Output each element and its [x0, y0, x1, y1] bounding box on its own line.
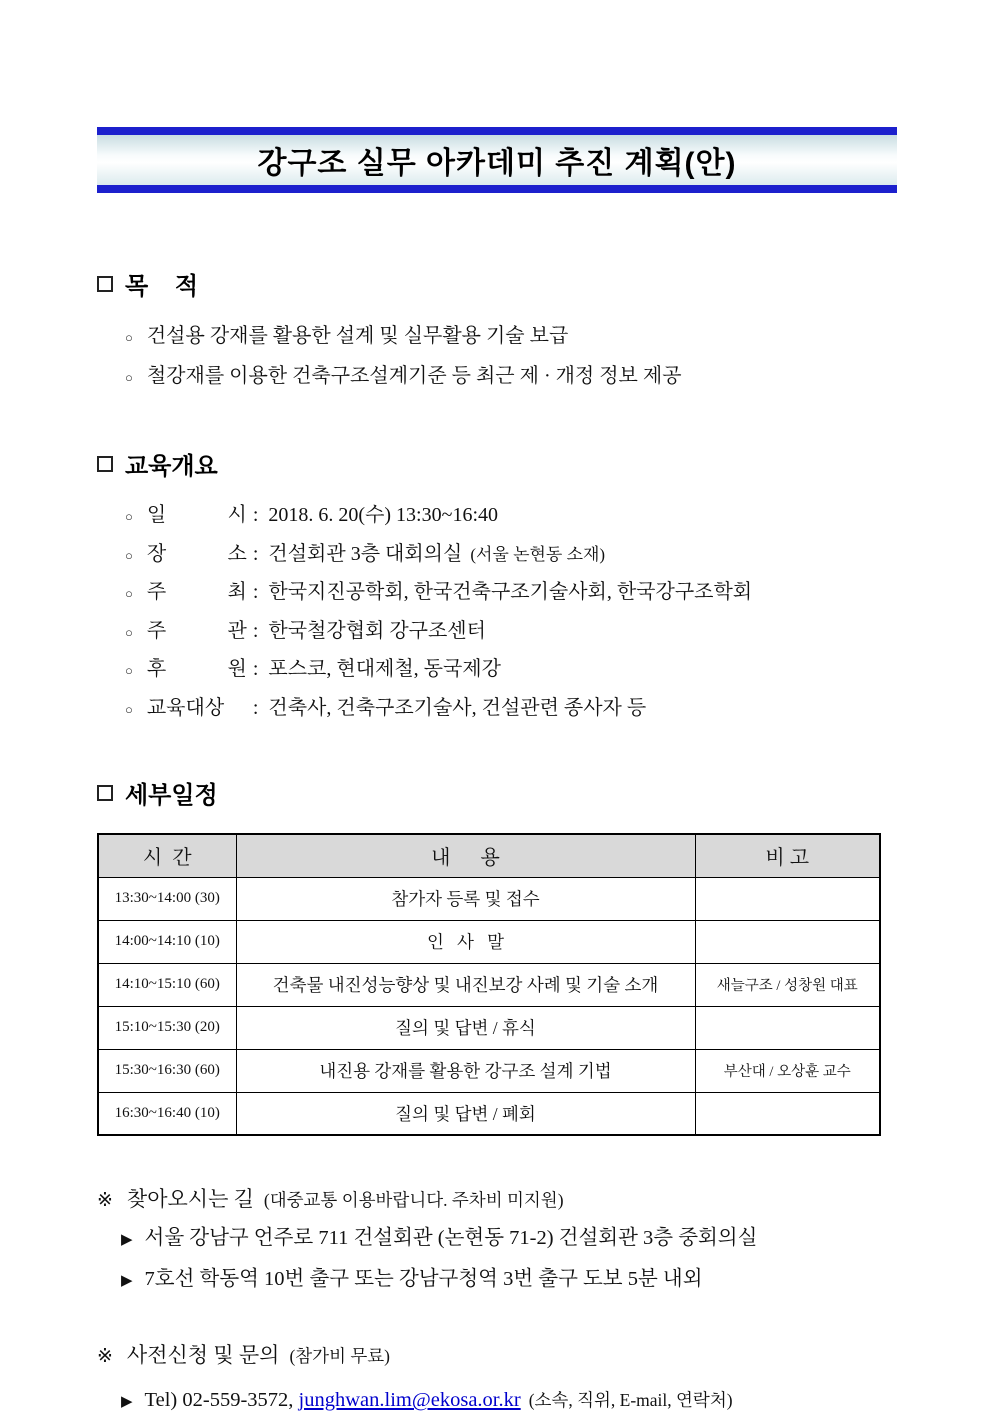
- overview-item-label: 주 관: [146, 619, 247, 642]
- column-header-note: 비 고: [695, 834, 880, 877]
- schedule-content: 질의 및 답변 / 휴식: [236, 1006, 695, 1049]
- schedule-note: [695, 1092, 880, 1135]
- contact-line: [121, 1381, 897, 1422]
- section-heading-overview: [97, 446, 897, 481]
- list-item: [125, 574, 897, 613]
- label-separator: :: [252, 581, 259, 603]
- document-page: [97, 0, 897, 1422]
- directions-item-text: 서울 강남구 언주로 711 건설회관 (논현동 71-2) 건설회관 3층 중회의실: [144, 1227, 758, 1249]
- schedule-note: 새늘구조 / 성창원 대표: [695, 963, 880, 1006]
- directions-item-list: [121, 1219, 897, 1301]
- schedule-content: 질의 및 답변 / 폐회: [236, 1092, 695, 1135]
- overview-item-value: 건축사, 건축구조기술사, 건설관련 종사자 등: [268, 696, 647, 719]
- reference-mark-icon: ※: [97, 1346, 113, 1367]
- overview-item-list: [125, 497, 897, 728]
- list-item: [125, 651, 897, 690]
- registration-heading-label: 사전신청 및 문의: [126, 1343, 280, 1367]
- schedule-time: 15:10~15:30 (20): [98, 1006, 236, 1049]
- purpose-bullet-text: 건설용 강재를 활용한 설계 및 실무활용 기술 보급: [146, 325, 569, 347]
- directions-heading: [97, 1183, 897, 1213]
- table-row: [98, 963, 880, 1006]
- document-title: 강구조 실무 아카데미 추진 계획(안): [257, 147, 737, 180]
- schedule-content: 내진용 강재를 활용한 강구조 설계 기법: [236, 1049, 695, 1092]
- arrow-bullet-icon: ▶: [121, 1232, 133, 1248]
- list-item: [121, 1219, 897, 1260]
- schedule-time: 16:30~16:40 (10): [98, 1092, 236, 1135]
- purpose-heading-label: 목 적: [125, 273, 199, 300]
- label-separator: :: [252, 504, 259, 526]
- schedule-table: [97, 833, 881, 1136]
- table-row: [98, 1006, 880, 1049]
- label-separator: :: [252, 542, 259, 565]
- schedule-content: 인 사 말: [236, 920, 695, 963]
- contact-tel: Tel) 02-559-3572,: [144, 1389, 294, 1411]
- schedule-time: 15:30~16:30 (60): [98, 1049, 236, 1092]
- list-item: [125, 357, 897, 397]
- overview-heading-label: 교육개요: [125, 453, 218, 480]
- overview-item-label: 주 최: [146, 581, 247, 603]
- schedule-time: 14:10~15:10 (60): [98, 963, 236, 1006]
- table-row: [98, 877, 880, 920]
- overview-item-label: 장 소: [146, 542, 247, 565]
- circle-bullet-icon: ○: [125, 624, 133, 640]
- registration-heading: [97, 1339, 897, 1369]
- circle-bullet-icon: ○: [125, 586, 133, 601]
- purpose-bullet-text: 철강재를 이용한 건축구조설계기준 등 최근 제 · 개정 정보 제공: [146, 365, 682, 387]
- circle-bullet-icon: ○: [125, 509, 133, 524]
- table-header-row: [98, 834, 880, 877]
- list-item: [125, 613, 897, 652]
- schedule-note: [695, 877, 880, 920]
- schedule-note: [695, 1006, 880, 1049]
- column-header-time: 시 간: [98, 834, 236, 877]
- overview-item-value: 포스코, 현대제철, 동국제강: [268, 658, 501, 680]
- schedule-time: 13:30~14:00 (30): [98, 877, 236, 920]
- list-item: [125, 497, 897, 536]
- schedule-time: 14:00~14:10 (10): [98, 920, 236, 963]
- contact-suffix: (소속, 직위, E-mail, 연락처): [528, 1390, 733, 1410]
- directions-section: [97, 1183, 897, 1301]
- title-banner: [97, 127, 897, 193]
- overview-item-value: 한국철강협회 강구조센터: [268, 619, 486, 642]
- table-row: [98, 1092, 880, 1135]
- list-item: [121, 1260, 897, 1301]
- circle-bullet-icon: ○: [125, 330, 133, 345]
- schedule-heading-label: 세부일정: [125, 782, 218, 809]
- section-heading-schedule: [97, 775, 897, 810]
- circle-bullet-icon: ○: [125, 370, 133, 385]
- list-item: [125, 317, 897, 357]
- overview-item-value: 2018. 6. 20(수) 13:30~16:40: [268, 504, 498, 526]
- directions-heading-label: 찾아오시는 길: [126, 1187, 254, 1211]
- circle-bullet-icon: ○: [125, 663, 133, 678]
- contact-line-wrap: [121, 1381, 897, 1422]
- schedule-note: 부산대 / 오상훈 교수: [695, 1049, 880, 1092]
- label-separator: :: [252, 619, 259, 642]
- schedule-content: 참가자 등록 및 접수: [236, 877, 695, 920]
- overview-item-label: 후 원: [146, 658, 247, 680]
- section-box-icon: [97, 785, 113, 801]
- overview-item-note: (서울 논현동 소재): [470, 544, 606, 564]
- section-heading-purpose: [97, 266, 897, 301]
- contact-email-link[interactable]: junghwan.lim@ekosa.or.kr: [298, 1389, 521, 1411]
- registration-heading-note: (참가비 무료): [289, 1346, 390, 1366]
- registration-section: [97, 1339, 897, 1422]
- directions-item-text: 7호선 학동역 10번 출구 또는 강남구청역 3번 출구 도보 5분 내외: [144, 1268, 703, 1290]
- circle-bullet-icon: ○: [125, 701, 133, 717]
- section-box-icon: [97, 276, 113, 292]
- overview-item-label: 교육대상: [146, 696, 225, 719]
- table-row: [98, 1049, 880, 1092]
- table-row: [98, 920, 880, 963]
- arrow-bullet-icon: ▶: [121, 1273, 133, 1289]
- schedule-note: [695, 920, 880, 963]
- arrow-bullet-icon: ▶: [121, 1394, 133, 1410]
- list-item: [125, 690, 897, 729]
- circle-bullet-icon: ○: [125, 547, 133, 563]
- schedule-content: 건축물 내진성능향상 및 내진보강 사례 및 기술 소개: [236, 963, 695, 1006]
- list-item: [125, 536, 897, 575]
- overview-item-value: 한국지진공학회, 한국건축구조기술사회, 한국강구조학회: [268, 581, 753, 603]
- section-box-icon: [97, 456, 113, 472]
- overview-item-label: 일 시: [146, 504, 247, 526]
- directions-heading-note: (대중교통 이용바랍니다. 주차비 미지원): [263, 1190, 564, 1210]
- purpose-bullet-list: [125, 317, 897, 397]
- label-separator: :: [252, 696, 259, 719]
- label-separator: :: [252, 658, 259, 680]
- reference-mark-icon: ※: [97, 1190, 113, 1211]
- overview-item-value: 건설회관 3층 대회의실: [268, 542, 463, 565]
- column-header-content: 내 용: [236, 834, 695, 877]
